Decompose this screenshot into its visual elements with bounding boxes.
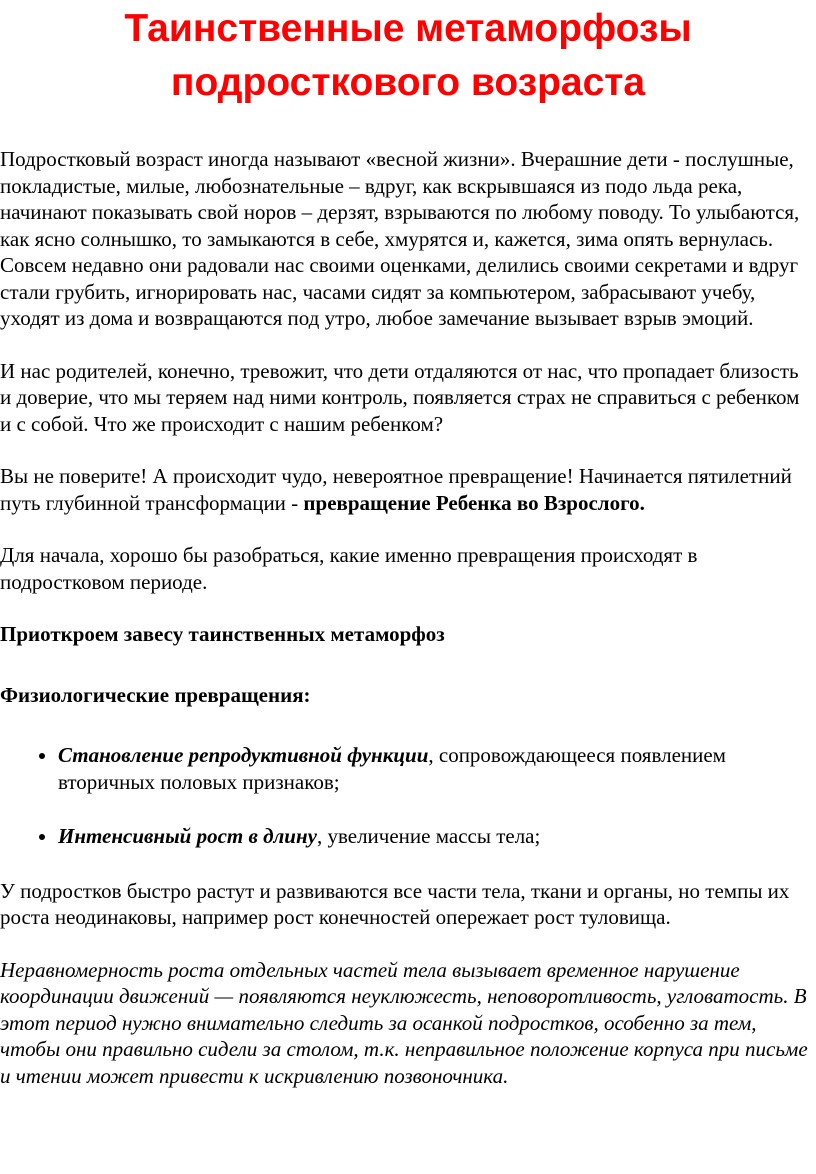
- list-item-text: , увеличение массы тела;: [316, 824, 541, 848]
- paragraph-transformation-text: Вы не поверите! А происходит чудо, невероятное превращение! Начинается пятилетний путь глубинной трансформации -: [0, 464, 792, 515]
- document-body: [0, 146, 812, 1115]
- title-line-1: Таинственные метаморфозы: [124, 7, 692, 50]
- section-heading: Приоткроем завесу таинственных метаморфоз: [0, 622, 445, 646]
- list-item: [58, 742, 812, 795]
- paragraph-intro: Подростковый возраст иногда называют «весной жизни». Вчерашние дети - послушные, покладистые, милые, любознательные – вдруг, как вскрывшаяся из подо льда река, начинают показывать свой норов – дерзят, взрываются по любому поводу. То улыбаются, как ясно солнышко, то замыкаются в себе, хмурятся и, кажется, зима опять вернулась. Совсем недавно они радовали нас своими оценками, делились своими секретами и вдруг стали грубить, игнорировать нас, часами сидят за компьютером, забрасывают учебу, уходят из дома и возвращаются под утро, любое замечание вызывает взрыв эмоций.: [0, 147, 800, 330]
- paragraph-growth: У подростков быстро растут и развиваются все части тела, ткани и органы, но темпы их роста неодинаковы, например рост конечностей опережает рост туловища.: [0, 878, 790, 929]
- paragraph-start: Для начала, хорошо бы разобраться, какие именно превращения происходят в подростковом периоде.: [0, 543, 698, 594]
- subsection-heading: Физиологические превращения:: [0, 682, 311, 707]
- paragraph-coordination: Неравномерность роста отдельных частей тела вызывает временное нарушение координации движений — появляются неуклюжесть, неповоротливость, угловатость. В этот период нужно внимательно следить за осанкой подростков, особенно за тем, чтобы они правильно сидели за столом, т.к. неправильное положение корпуса при письме и чтении может привести к искривлению позвоночника.: [0, 957, 808, 1088]
- list-item-emphasis: Становление репродуктивной функции: [58, 743, 429, 767]
- page-title: [0, 2, 816, 110]
- paragraph-parents-worry: И нас родителей, конечно, тревожит, что дети отдаляются от нас, что пропадает близость и доверие, что мы теряем над ними контроль, появляется страх не справиться с ребенком и с собой. Что же происходит с нашим ребенком?: [0, 358, 800, 436]
- paragraph-transformation: [0, 463, 812, 516]
- physiological-changes-list: [0, 742, 812, 850]
- paragraph-transformation-emphasis: превращение Ребенка во Взрослого.: [303, 490, 645, 515]
- list-item-emphasis: Интенсивный рост в длину: [58, 824, 317, 848]
- list-item: [58, 823, 812, 850]
- title-line-2: подросткового возраста: [170, 61, 646, 104]
- list-item-text: , сопровождающееся появлением вторичных половых признаков;: [58, 743, 726, 794]
